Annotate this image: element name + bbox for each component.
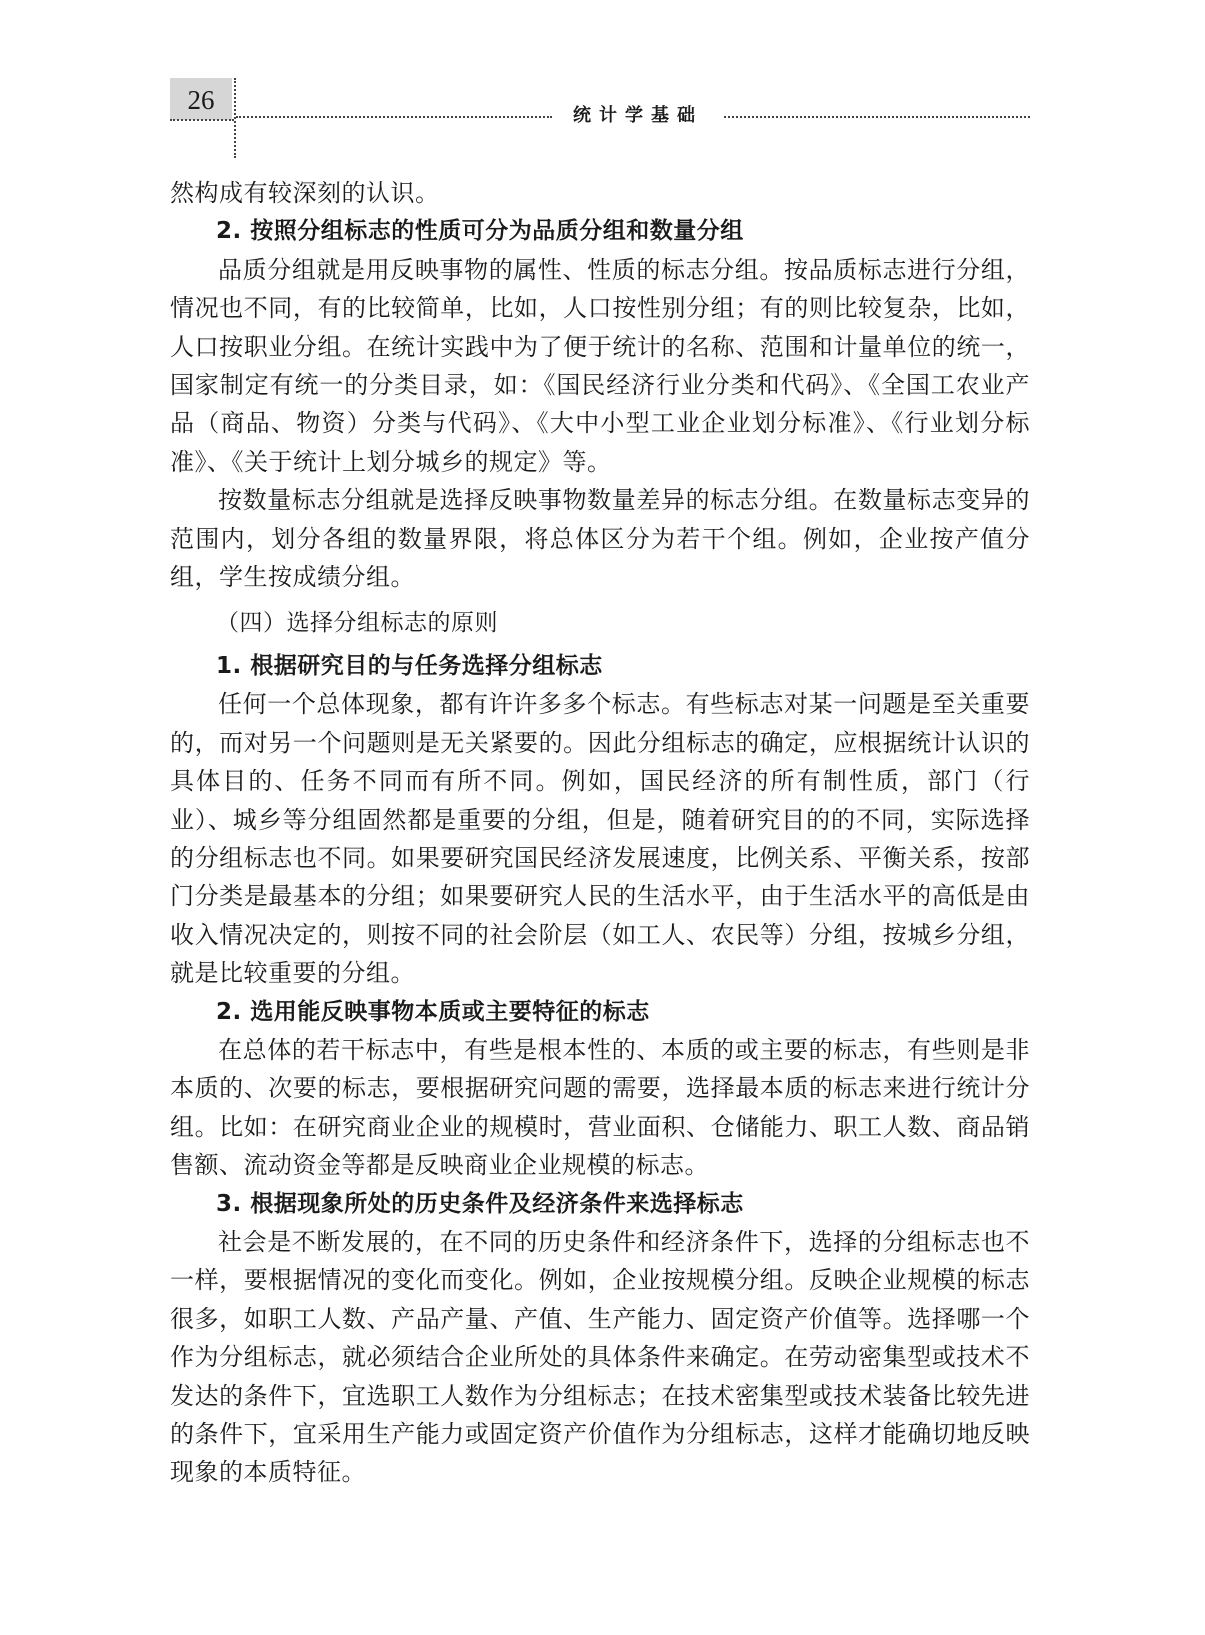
header-rule-right xyxy=(724,116,1030,118)
header-rule-middle xyxy=(236,116,552,118)
section-heading-principles: （四）选择分组标志的原则 xyxy=(216,610,498,637)
paragraph-qualitative-grouping: 品质分组就是用反映事物的属性、性质的标志分组。按品质标志进行分组，情况也不同，有的比较简单，比如，人口按性别分组；有的则比较复杂，比如，人口按职业分组。在统计实践中为了便于统计的名称、范围和计量单位的统一，国家制定有统一的分类目录，如：《国民经济行业分类和代码》、《全国工农业产品（商品、物资）分类与代码》、《大中小型工业企业划分标准》、《行业划分标准》、《关于统计上划分城乡的规定》等。 xyxy=(170,255,1030,476)
paragraph-quantitative-grouping: 按数量标志分组就是选择反映事物数量差异的标志分组。在数量标志变异的范围内，划分各组的数量界限，将总体区分为若干个组。例如，企业按产值分组，学生按成绩分组。 xyxy=(170,486,1030,592)
running-head-title: 统计学基础 xyxy=(573,105,703,126)
subheading-qualitative-quantitative: 2. 按照分组标志的性质可分为品质分组和数量分组 xyxy=(216,218,744,245)
paragraph-continued: 然构成有较深刻的认识。 xyxy=(170,179,440,207)
header-vertical-rule xyxy=(234,78,236,158)
paragraph-purpose: 任何一个总体现象，都有许许多多个标志。有些标志对某一问题是至关重要的，而对另一个问题则是无关紧要的。因此分组标志的确定，应根据统计认识的具体目的、任务不同而有所不同。例如，国民经济的所有制性质，部门（行业）、城乡等分组固然都是重要的分组，但是，随着研究目的的不同，实际选择的分组标志也不同。如果要研究国民经济发展速度，比例关系、平衡关系，按部门分类是最基本的分组；如果要研究人民的生活水平，由于生活水平的高低是由收入情况决定的，则按不同的社会阶层（如工人、农民等）分组，按城乡分组，就是比较重要的分组。 xyxy=(170,690,1030,988)
paragraph-historical-conditions: 社会是不断发展的，在不同的历史条件和经济条件下，选择的分组标志也不一样，要根据情况的变化而变化。例如，企业按规模分组。反映企业规模的标志很多，如职工人数、产品产量、产值、生产能力、固定资产价值等。选择哪一个作为分组标志，就必须结合企业所处的具体条件来确定。在劳动密集型或技术不发达的条件下，宜选职工人数作为分组标志；在技术密集型或技术装备比较先进的条件下，宜采用生产能力或固定资产价值作为分组标志，这样才能确切地反映现象的本质特征。 xyxy=(170,1227,1030,1487)
header-rule-left xyxy=(170,119,234,121)
subheading-purpose: 1. 根据研究目的与任务选择分组标志 xyxy=(216,652,603,679)
subheading-historical-conditions: 3. 根据现象所处的历史条件及经济条件来选择标志 xyxy=(216,1190,744,1217)
page-body xyxy=(170,174,1030,1492)
paragraph-essential-features: 在总体的若干标志中，有些是根本性的、本质的或主要的标志，有些则是非本质的、次要的标志，要根据研究问题的需要，选择最本质的标志来进行统计分组。比如：在研究商业企业的规模时，营业面积、仓储能力、职工人数、商品销售额、流动资金等都是反映商业企业规模的标志。 xyxy=(170,1035,1030,1180)
page-number: 26 xyxy=(187,85,215,115)
subheading-essential-features: 2. 选用能反映事物本质或主要特征的标志 xyxy=(216,998,650,1025)
